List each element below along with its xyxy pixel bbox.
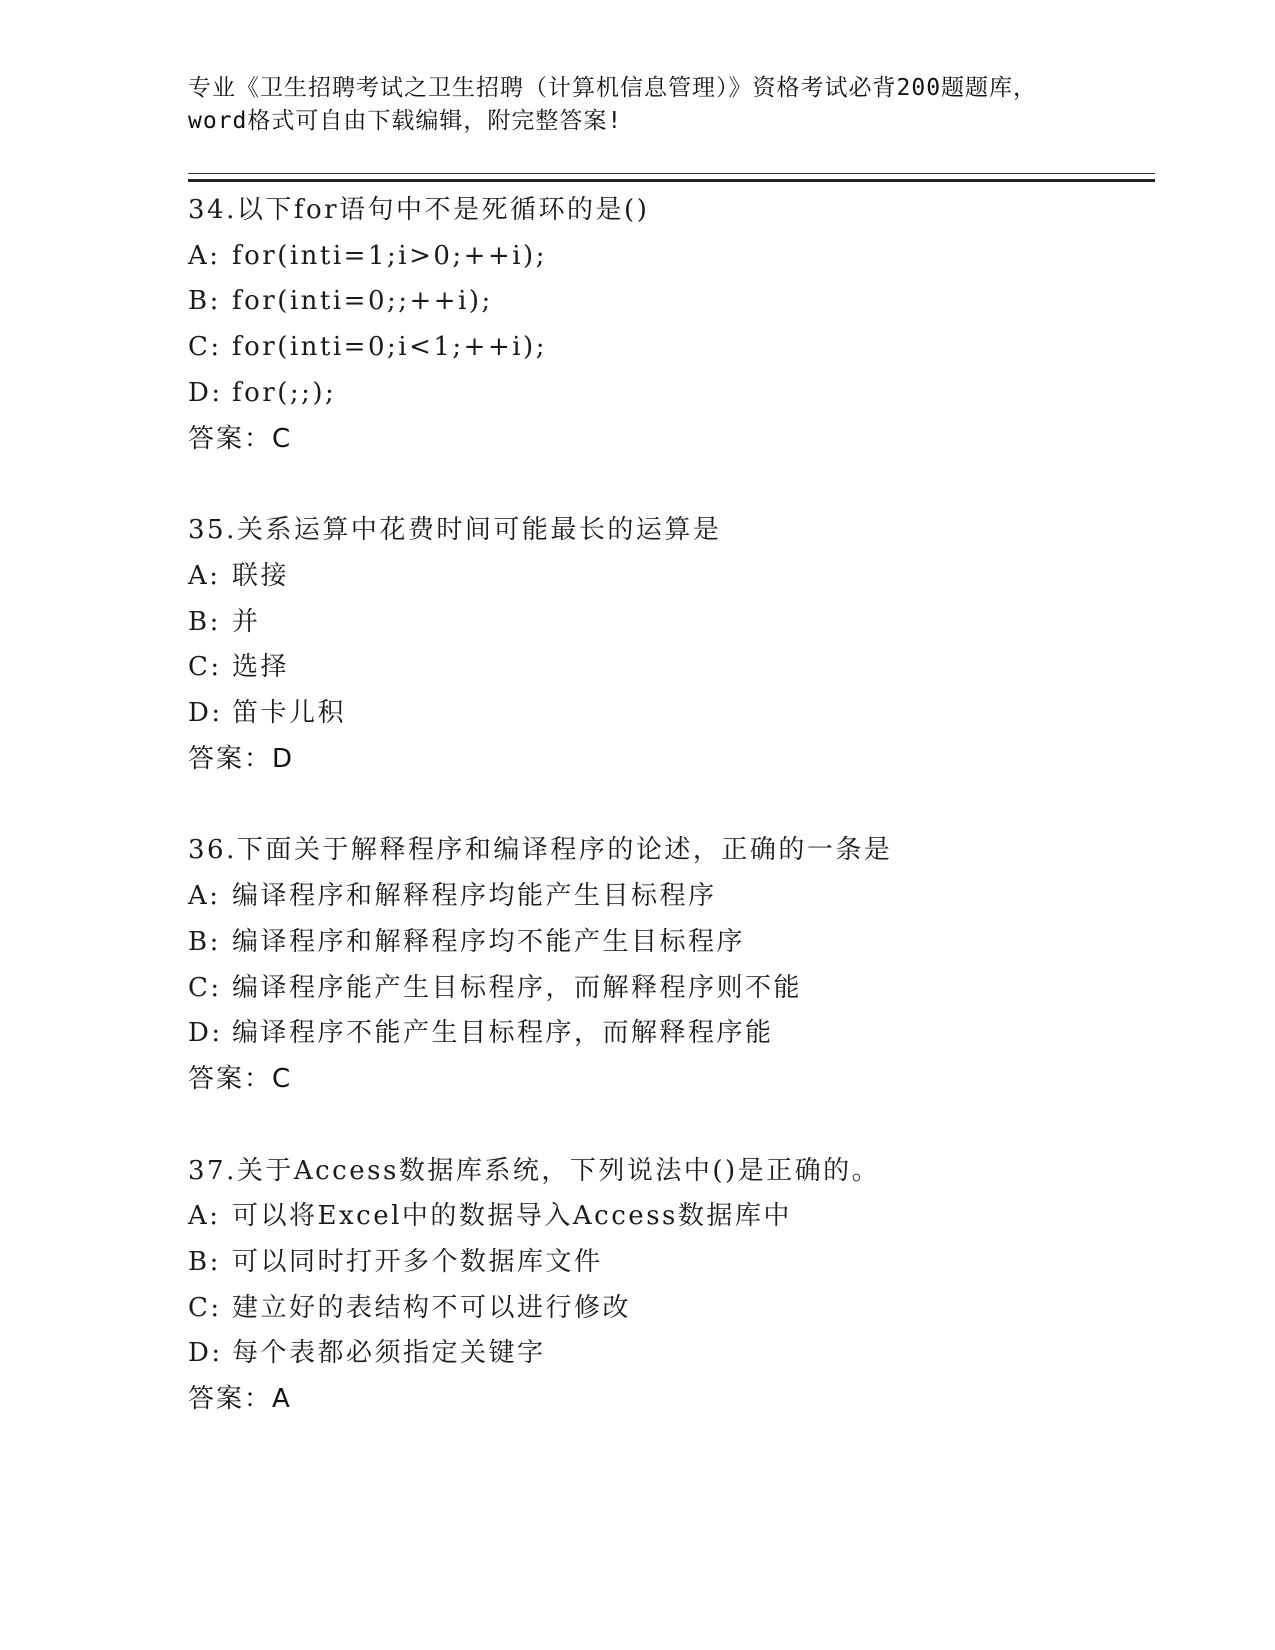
option-text: for(inti=1;i>0;++i); [232,240,547,271]
option-text: 联接 [232,560,290,591]
option-text: 可以同时打开多个数据库文件 [232,1247,603,1278]
option-text: 选择 [232,652,290,683]
option-d [188,1011,1148,1057]
option-text: 笛卡儿积 [232,698,347,729]
question-34 [188,188,1148,462]
option-label: D: [188,698,223,729]
option-a [188,234,1148,280]
answer-line: 答案：D [188,743,295,774]
option-text: 编译程序不能产生目标程序，而解释程序能 [232,1018,774,1049]
option-text: for(inti=0;i<1;++i); [232,332,547,363]
option-label: D: [188,1018,223,1049]
header-divider-thin [188,173,1155,174]
answer-line: 答案：C [188,1063,293,1094]
header-line-2: word格式可自由下载编辑，附完整答案! [188,108,623,134]
option-label: A: [188,560,221,591]
question-title: 35.关系运算中花费时间可能最长的运算是 [188,515,722,546]
question-list [188,188,1148,1469]
answer-line: 答案：A [188,1384,292,1415]
option-label: B: [188,286,221,317]
question-title: 34.以下for语句中不是死循环的是() [188,195,650,225]
option-label: B: [188,1247,221,1278]
option-d [188,1331,1148,1377]
header-line-1: 专业《卫生招聘考试之卫生招聘（计算机信息管理）》资格考试必背200题题库， [188,75,1038,101]
question-36 [188,828,1148,1102]
option-label: A: [188,240,221,271]
answer-line: 答案：C [188,423,293,454]
option-text: for(;;); [232,377,337,408]
option-label: A: [188,881,221,912]
question-37 [188,1149,1148,1423]
option-text: 可以将Excel中的数据导入Access数据库中 [232,1201,792,1232]
option-d [188,691,1148,737]
option-text: 编译程序和解释程序均不能产生目标程序 [232,926,746,957]
option-b [188,1240,1148,1286]
question-title: 36.下面关于解释程序和编译程序的论述，正确的一条是 [188,835,893,866]
option-label: C: [188,332,222,363]
option-label: D: [188,1338,223,1369]
option-c [188,966,1148,1012]
option-a [188,554,1148,600]
option-c [188,325,1148,371]
option-text: for(inti=0;;++i); [232,286,493,317]
option-label: A: [188,1201,221,1232]
option-b [188,600,1148,646]
option-label: C: [188,652,222,683]
option-c [188,1286,1148,1332]
option-text: 编译程序和解释程序均能产生目标程序 [232,881,717,912]
option-text: 编译程序能产生目标程序，而解释程序则不能 [232,972,803,1003]
option-label: D: [188,377,223,408]
option-a [188,874,1148,920]
header-divider-thick [188,179,1155,182]
option-label: B: [188,926,221,957]
option-label: C: [188,1292,222,1323]
question-title: 37.关于Access数据库系统，下列说法中()是正确的。 [188,1155,881,1186]
option-c [188,645,1148,691]
document-header [188,72,1148,138]
option-text: 并 [232,606,261,637]
option-a [188,1194,1148,1240]
option-text: 每个表都必须指定关键字 [232,1338,546,1369]
question-35 [188,508,1148,782]
option-label: C: [188,972,222,1003]
option-text: 建立好的表结构不可以进行修改 [232,1292,632,1323]
option-b [188,920,1148,966]
option-d [188,371,1148,417]
option-label: B: [188,606,221,637]
option-b [188,279,1148,325]
